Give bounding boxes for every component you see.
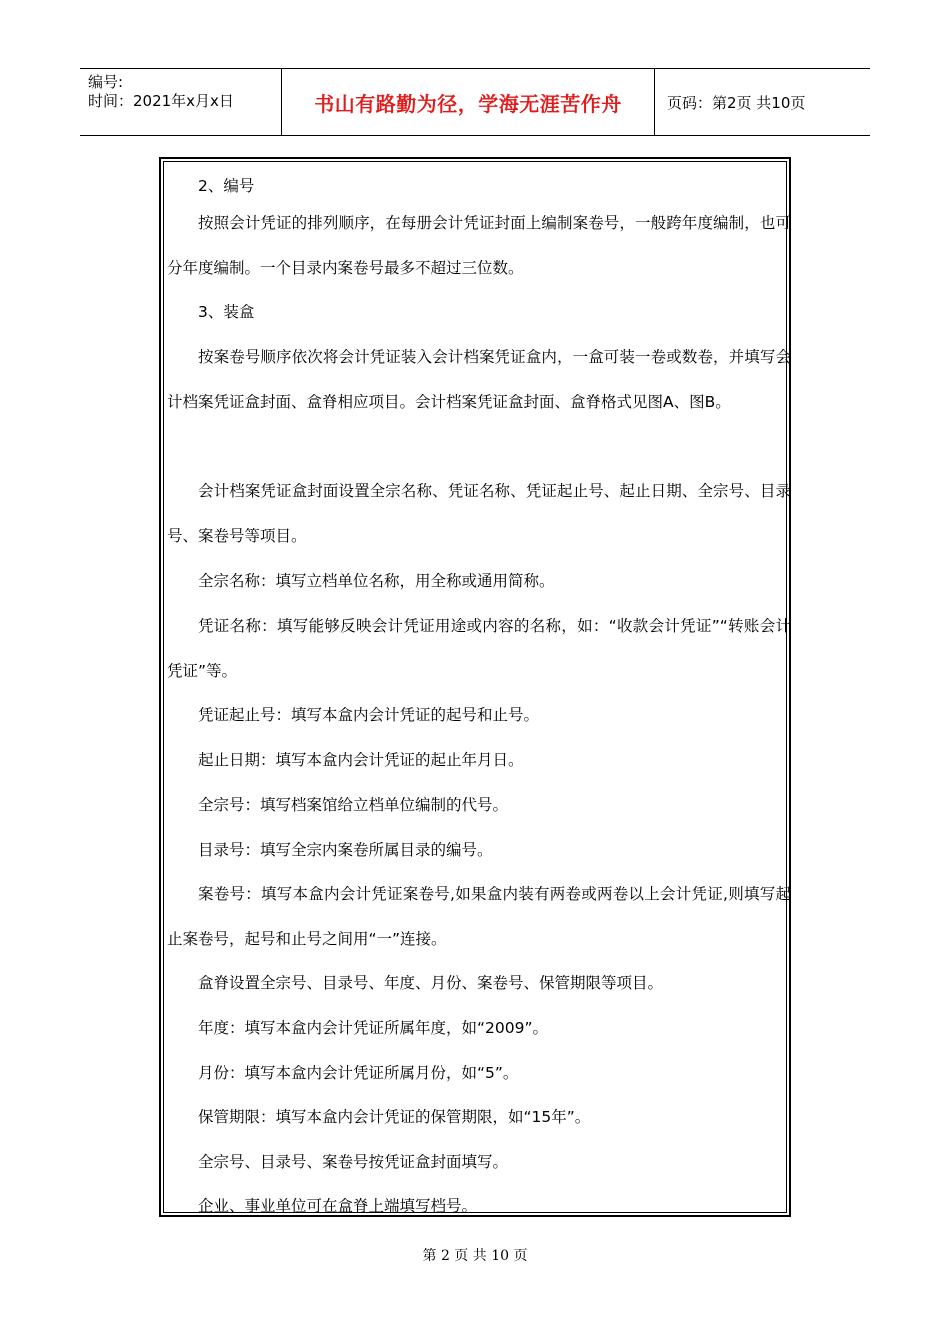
header-page-cell [655,69,870,135]
paragraph-date-range: 起止日期：填写本盒内会计凭证的起止年月日。 [198,751,524,769]
header-motto-cell [282,69,655,135]
paragraph-archive-code: 企业、事业单位可在盒脊上端填写档号。 [198,1197,478,1215]
document-number-label: 编号: [88,73,124,91]
paragraph-spine-items: 盒脊设置全宗号、目录号、年度、月份、案卷号、保管期限等项目。 [198,974,664,992]
section-heading-boxing: 3、装盒 [198,303,255,321]
header-meta-cell [80,69,282,135]
paragraph-month: 月份：填写本盒内会计凭证所属月份，如“5”。 [198,1064,519,1082]
paragraph-voucher-range: 凭证起止号：填写本盒内会计凭证的起号和止号。 [198,706,540,724]
paragraph-voucher-name: 凭证名称：填写能够反映会计凭证用途或内容的名称，如：“收款会计凭证”“转账会计凭证”等。 [167,617,791,680]
paragraph-retention-period: 保管期限：填写本盒内会计凭证的保管期限，如“15年”。 [198,1108,591,1126]
paragraph-fonds-number: 全宗号：填写档案馆给立档单位编制的代号。 [198,796,509,814]
paragraph-boxing-rule: 按案卷号顺序依次将会计凭证装入会计档案凭证盒内，一盒可装一卷或数卷，并填写会计档案凭证盒封面、盒脊相应项目。会计档案凭证盒封面、盒脊格式见图A、图B。 [167,348,791,411]
section-heading-numbering: 2、编号 [198,177,255,195]
paragraph-spine-fill: 全宗号、目录号、案卷号按凭证盒封面填写。 [198,1153,509,1171]
content-frame-inner [163,161,791,1215]
document-time-label: 时间：2021年x月x日 [88,92,234,110]
paragraph-year: 年度：填写本盒内会计凭证所属年度，如“2009”。 [198,1019,549,1037]
page-header [80,68,870,136]
content-frame [159,157,791,1217]
paragraph-fonds-name: 全宗名称：填写立档单位名称，用全称或通用简称。 [198,572,555,590]
page-footer: 第 2 页 共 10 页 [422,1248,528,1264]
header-motto: 书山有路勤为径，学海无涯苦作舟 [314,91,622,116]
paragraph-catalog-number: 目录号：填写全宗内案卷所属目录的编号。 [198,841,493,859]
paragraph-file-number: 案卷号：填写本盒内会计凭证案卷号,如果盒内装有两卷或两卷以上会计凭证,则填写起止案卷号，起号和止号之间用“一”连接。 [167,885,791,948]
paragraph-numbering-rule: 按照会计凭证的排列顺序，在每册会计凭证封面上编制案卷号，一般跨年度编制，也可分年度编制。一个目录内案卷号最多不超过三位数。 [167,214,791,277]
paragraph-cover-items: 会计档案凭证盒封面设置全宗名称、凭证名称、凭证起止号、起止日期、全宗号、目录号、案卷号等项目。 [167,482,791,545]
header-page-number: 页码：第2页 共10页 [667,93,806,112]
